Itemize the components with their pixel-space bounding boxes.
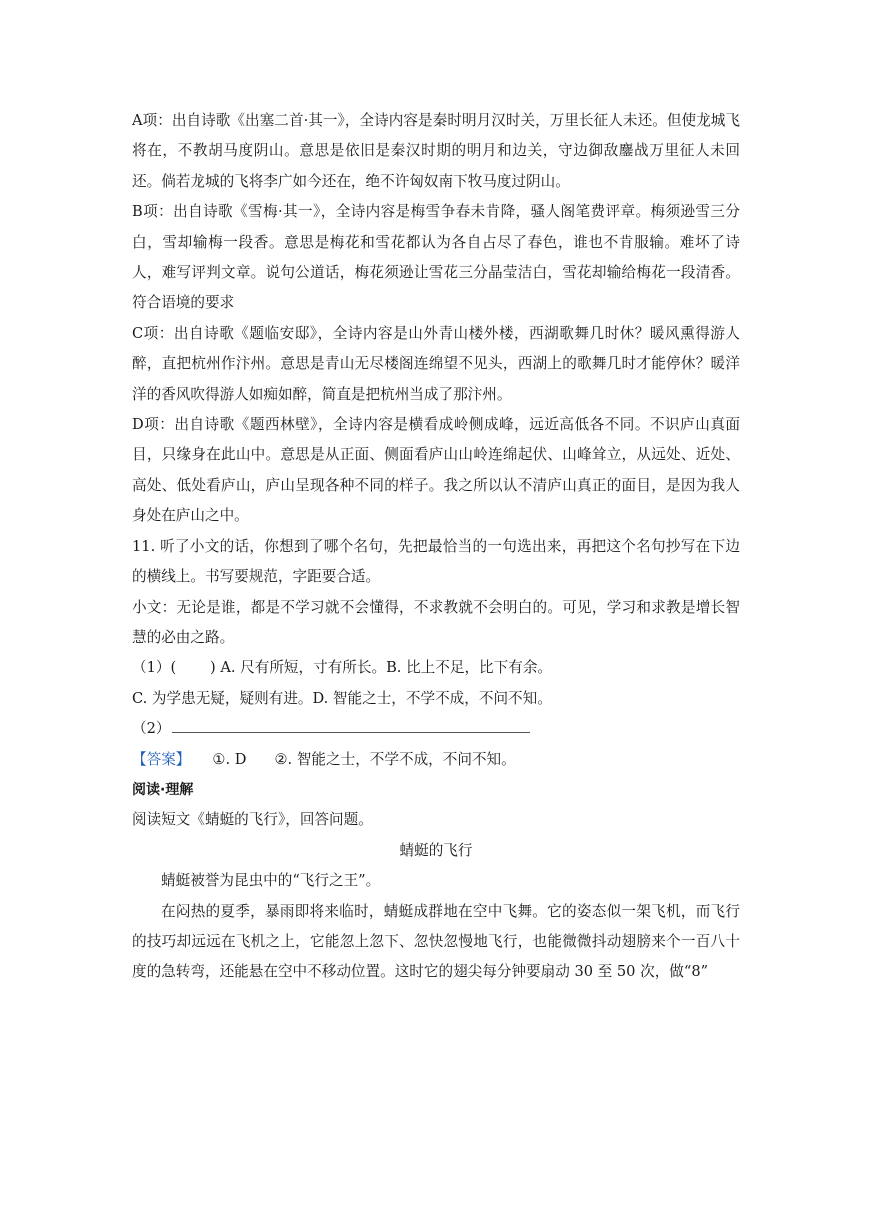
- document-body: [132, 106, 740, 988]
- answer-label: 【答案】: [132, 750, 191, 768]
- answer-blank-line: [172, 716, 530, 733]
- article-title: 蜻蜓的飞行: [399, 841, 473, 859]
- option-a-explanation: A项：出自诗歌《出塞二首·其一》，全诗内容是秦时明月汉时关，万里长征人未还。但使龙城飞将在，不教胡马度阴山。意思是依旧是秦汉时期的明月和边关，守边御敌鏖战万里征人未回还。倘若龙城的飞将李广如今还在，绝不许匈奴南下牧马度过阴山。: [132, 112, 740, 190]
- article-paragraph: 蜻蜓被誉为昆虫中的“飞行之王”。: [161, 872, 381, 890]
- xiaowen-quote: 小文：无论是谁，都是不学习就不会懂得，不求教就不会明白的。可见，学习和求教是增长智慧的必由之路。: [132, 598, 740, 646]
- answer-2: ②. 智能之士，不学不成，不问不知。: [274, 750, 516, 768]
- option-c-explanation: C项：出自诗歌《题临安邸》，全诗内容是山外青山楼外楼，西湖歌舞几时休？暖风熏得游人醉，直把杭州作汴州。意思是青山无尽楼阁连绵望不见头，西湖上的歌舞几时才能停休？暖洋洋的香风吹得游人如痴如醉，简直是把杭州当成了那汴州。: [132, 324, 740, 403]
- question-11: 11. 听了小文的话，你想到了哪个名句，先把最恰当的一句选出来，再把这个名句抄写在下边的横线上。书写要规范，字距要合适。: [132, 537, 740, 586]
- sub-question-1-options-cd: C. 为学患无疑，疑则有进。D. 智能之士，不学不成，不问不知。: [132, 689, 552, 707]
- answer-row: [132, 745, 740, 775]
- sub-question-2: [132, 714, 740, 744]
- sub-question-1-options-ab: （1）( ) A. 尺有所短，寸有所长。B. 比上不足，比下有余。: [132, 659, 553, 677]
- option-b-explanation: B项：出自诗歌《雪梅·其一》，全诗内容是梅雪争春未肯降，骚人阁笔费评章。梅须逊雪三分白，雪却输梅一段香。意思是梅花和雪花都认为各自占尽了春色，谁也不肯服输。难坏了诗人，难写评判文章。说句公道话，梅花须逊让雪花三分晶莹洁白，雪花却输给梅花一段清香。符合语境的要求: [132, 203, 740, 312]
- reading-instruction: 阅读短文《蜻蜓的飞行》，回答问题。: [132, 811, 373, 829]
- sub-question-2-label: （2）: [132, 720, 171, 738]
- answer-1: ①. D: [212, 750, 247, 768]
- option-d-explanation: D项：出自诗歌《题西林壁》，全诗内容是横看成岭侧成峰，远近高低各不同。不识庐山真面目，只缘身在此山中。意思是从正面、侧面看庐山山岭连绵起伏、山峰耸立，从远处、近处、高处、低处看庐山，庐山呈现各种不同的样子。我之所以认不清庐山真正的面目，是因为我人身处在庐山之中。: [132, 416, 740, 525]
- article-paragraph: 在闷热的夏季，暴雨即将来临时，蜻蜓成群地在空中飞舞。它的姿态似一架飞机，而飞行的技巧却远远在飞机之上，它能忽上忽下、忽快忽慢地飞行，也能微微抖动翅膀来个一百八十度的急转弯，还能悬在空中不移动位置。这时它的翅尖每分钟要扇动 30 至 50 次，做“8”: [132, 902, 740, 981]
- section-heading: 阅读·理解: [132, 781, 194, 798]
